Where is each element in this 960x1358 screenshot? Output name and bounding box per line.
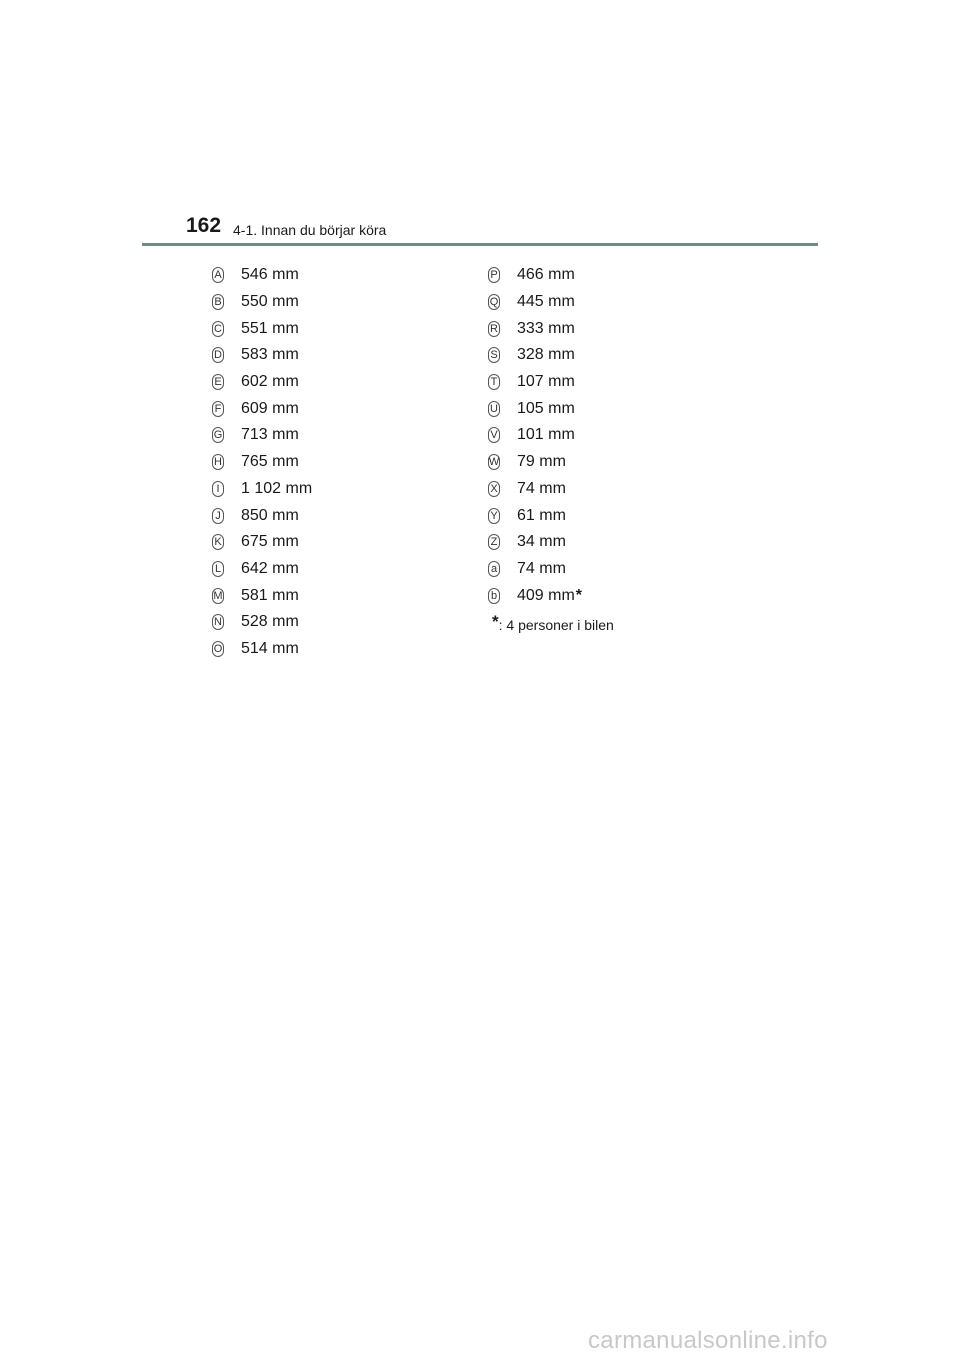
marker-label: E <box>212 374 224 390</box>
marker-label: N <box>212 614 224 630</box>
marker-label: H <box>212 454 224 470</box>
measurement-value: 765 mm <box>241 453 299 471</box>
measurement-value: 602 mm <box>241 373 299 391</box>
list-item <box>488 369 582 396</box>
list-item <box>488 315 582 342</box>
marker-label: I <box>212 481 224 497</box>
marker-label: X <box>488 481 500 497</box>
list-item <box>212 582 312 609</box>
list-item <box>488 529 582 556</box>
marker-label: P <box>488 267 500 283</box>
measurement-value: 74 mm <box>517 559 566 577</box>
measurement-list-right <box>488 262 582 609</box>
measurement-value: 409 mm <box>517 586 575 604</box>
measurement-value: 466 mm <box>517 266 575 284</box>
marker-label: B <box>212 294 224 310</box>
list-item <box>488 449 582 476</box>
measurement-list-left <box>212 262 312 662</box>
marker-label: K <box>212 534 224 550</box>
measurement-value: 34 mm <box>517 533 566 551</box>
marker-label: D <box>212 347 224 363</box>
marker-label: S <box>488 347 500 363</box>
measurement-value: 514 mm <box>241 639 299 657</box>
marker-label: V <box>488 427 500 443</box>
footnote <box>492 613 614 634</box>
list-item <box>212 422 312 449</box>
list-item <box>212 449 312 476</box>
marker-label: F <box>212 401 224 417</box>
marker-label: R <box>488 321 500 337</box>
list-item <box>212 609 312 636</box>
list-item <box>488 476 582 503</box>
marker-label: G <box>213 429 223 442</box>
header-divider <box>142 243 818 246</box>
measurement-value: 550 mm <box>241 293 299 311</box>
measurement-value: 61 mm <box>517 506 566 524</box>
watermark: carmanualsonline.info <box>588 1327 828 1354</box>
marker-label: O <box>213 642 223 655</box>
measurement-value: 333 mm <box>517 319 575 337</box>
measurement-value: 101 mm <box>517 426 575 444</box>
measurement-value: 105 mm <box>517 399 575 417</box>
marker-label: Z <box>488 534 500 550</box>
marker-label: U <box>488 401 500 417</box>
list-item <box>488 342 582 369</box>
marker-label: Q <box>489 296 499 309</box>
measurement-value: 528 mm <box>241 613 299 631</box>
footnote-symbol: * <box>492 612 499 631</box>
measurement-value: 713 mm <box>241 426 299 444</box>
marker-label: L <box>212 561 224 577</box>
list-item <box>488 395 582 422</box>
measurement-value: 583 mm <box>241 346 299 364</box>
footnote-text: : 4 personer i bilen <box>498 617 614 633</box>
list-item <box>212 395 312 422</box>
measurement-value: 609 mm <box>241 399 299 417</box>
list-item <box>488 556 582 583</box>
list-item <box>212 342 312 369</box>
list-item <box>488 422 582 449</box>
measurement-value: 445 mm <box>517 293 575 311</box>
marker-label: a <box>488 561 500 577</box>
list-item <box>212 289 312 316</box>
marker-label: A <box>212 267 224 283</box>
list-item <box>212 556 312 583</box>
measurement-value: 642 mm <box>241 559 299 577</box>
measurement-value: 1 102 mm <box>241 479 313 497</box>
measurement-value: 74 mm <box>517 479 566 497</box>
list-item <box>488 289 582 316</box>
list-item <box>488 502 582 529</box>
list-item <box>212 502 312 529</box>
measurement-value: 328 mm <box>517 346 575 364</box>
list-item <box>212 476 312 503</box>
marker-label: W <box>488 456 500 469</box>
marker-label: C <box>212 321 224 337</box>
list-item <box>212 262 312 289</box>
marker-label: Y <box>488 508 500 524</box>
measurement-value: 551 mm <box>241 319 299 337</box>
list-item: b 409 mm * <box>488 582 582 609</box>
measurement-value: 850 mm <box>241 506 299 524</box>
measurement-value: 107 mm <box>517 373 575 391</box>
list-item <box>488 262 582 289</box>
list-item <box>212 369 312 396</box>
marker-label: b <box>488 588 500 604</box>
section-title: 4-1. Innan du börjar köra <box>233 222 387 238</box>
list-item <box>212 315 312 342</box>
measurement-value: 581 mm <box>241 586 299 604</box>
measurement-value: 675 mm <box>241 533 299 551</box>
list-item <box>212 636 312 663</box>
measurement-value: 79 mm <box>517 453 566 471</box>
marker-label: J <box>212 508 224 524</box>
marker-label: T <box>488 374 500 390</box>
marker-label: M <box>213 589 223 602</box>
page-number: 162 <box>186 214 222 237</box>
list-item <box>212 529 312 556</box>
measurement-value: 546 mm <box>241 266 299 284</box>
